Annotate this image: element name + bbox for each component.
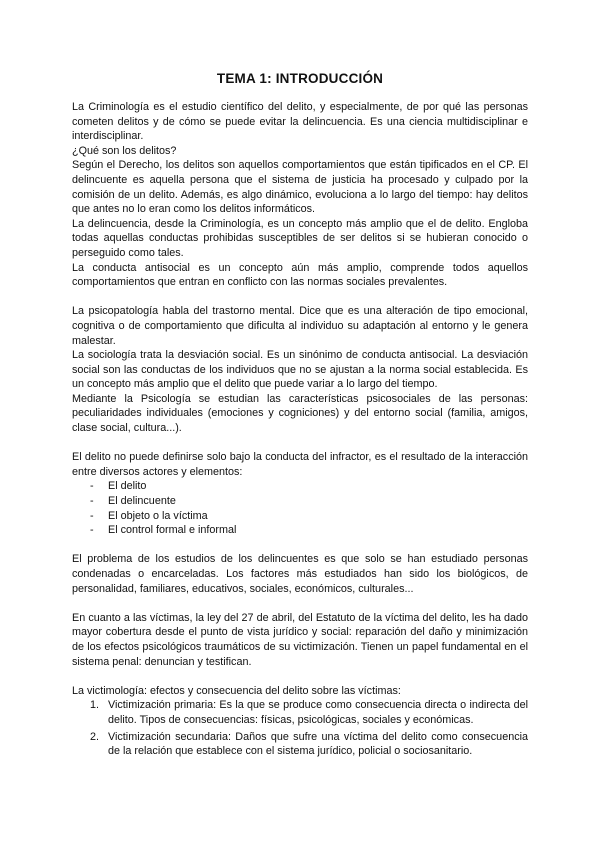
paragraph: ¿Qué son los delitos? (72, 144, 177, 157)
section-victims (72, 611, 528, 669)
list-item: - El delito (90, 479, 528, 494)
list-item: - El delincuente (90, 494, 528, 509)
list-number: 2. (90, 730, 100, 743)
paragraph: La sociología trata la desviación social. Es un sinónimo de conducta antisocial. La desviación social son las conductas de los individuos que no se ajustan a la norma social establecida. Es un concepto más amplio que el delito que puede variar a lo largo del tiempo. (72, 349, 528, 391)
paragraph: Mediante la Psicología se estudian las características psicosociales de las personas: peculiaridades individuales (emociones y cogniciones) y del entorno social (familia, amigos, clase social, cultura...). (72, 392, 528, 435)
paragraph: El problema de los estudios de los delincuentes es que solo se han estudiado personas condenadas o encarceladas. Los factores más estudiados han sido los biológicos, de personalidad, familiares, educativos, sociales, económicos, culturales... (72, 553, 528, 595)
paragraph: La victimología: efectos y consecuencia del delito sobre las víctimas: (72, 684, 401, 697)
paragraph: La conducta antisocial es un concepto aún más amplio, comprende todos aquellos comportamientos que entran en conflicto con las normas sociales prevalentes. (72, 261, 528, 289)
list-number: 1. (90, 699, 100, 712)
list-item (90, 698, 528, 727)
section-elements (72, 450, 528, 538)
paragraph: En cuanto a las víctimas, la ley del 27 de abril, del Estatuto de la víctima del delito, les ha dado mayor cobertura desde el punto de vista jurídico y social: reparación del daño y minimización de los efectos psicológicos traumáticos de su victimización. Tienen un papel fundamental en el sistema penal: denuncian y testifican. (72, 611, 528, 668)
victimization-list (72, 698, 528, 758)
list-item-text: Victimización primaria: Es la que se produce como consecuencia directa o indirecta del delito. Tipos de consecuencias: físicas, psicológicas, sociales y económicas. (108, 699, 528, 726)
list-item: - El objeto o la víctima (90, 509, 528, 524)
section-intro (72, 100, 528, 290)
section-offender-studies (72, 552, 528, 596)
section-victimology (72, 684, 528, 759)
paragraph: La psicopatología habla del trastorno mental. Dice que es una alteración de tipo emocional, cognitiva o de comportamiento que dificulta al individuo su adaptación al entorno y le genera malestar. (72, 305, 528, 347)
list-item-text: Victimización secundaria: Daños que sufre una víctima del delito como consecuencia de la relación que establece con el sistema jurídico, policial o sociosanitario. (108, 730, 528, 758)
paragraph: Según el Derecho, los delitos son aquellos comportamientos que están tipificados en el CP. El delincuente es aquella persona que el sistema de justicia ha procesado y culpado por la comisión de un delito. Además, es algo dinámico, evoluciona a lo largo del tiempo: hay delitos que antes no lo eran como los delitos informáticos. (72, 159, 528, 216)
elements-list (72, 479, 528, 537)
page-title: TEMA 1: INTRODUCCIÓN (216, 71, 384, 86)
list-item (90, 730, 528, 759)
list-item: - El control formal e informal (90, 523, 528, 538)
paragraph: La delincuencia, desde la Criminología, es un concepto más amplio que el de delito. Engloba todas aquellas conductas prohibidas susceptibles de ser delitos si se hubieran conocido o perseguido como tales. (72, 217, 528, 259)
section-disciplines (72, 304, 528, 435)
paragraph: El delito no puede definirse solo bajo la conducta del infractor, es el resultado de la interacción entre diversos actores y elementos: (72, 451, 528, 478)
paragraph: La Criminología es el estudio científico del delito, y especialmente, de por qué las personas cometen delitos y de cómo se puede evitar la delincuencia. Es una ciencia multidisciplinar e interdisciplinar. (72, 101, 528, 143)
